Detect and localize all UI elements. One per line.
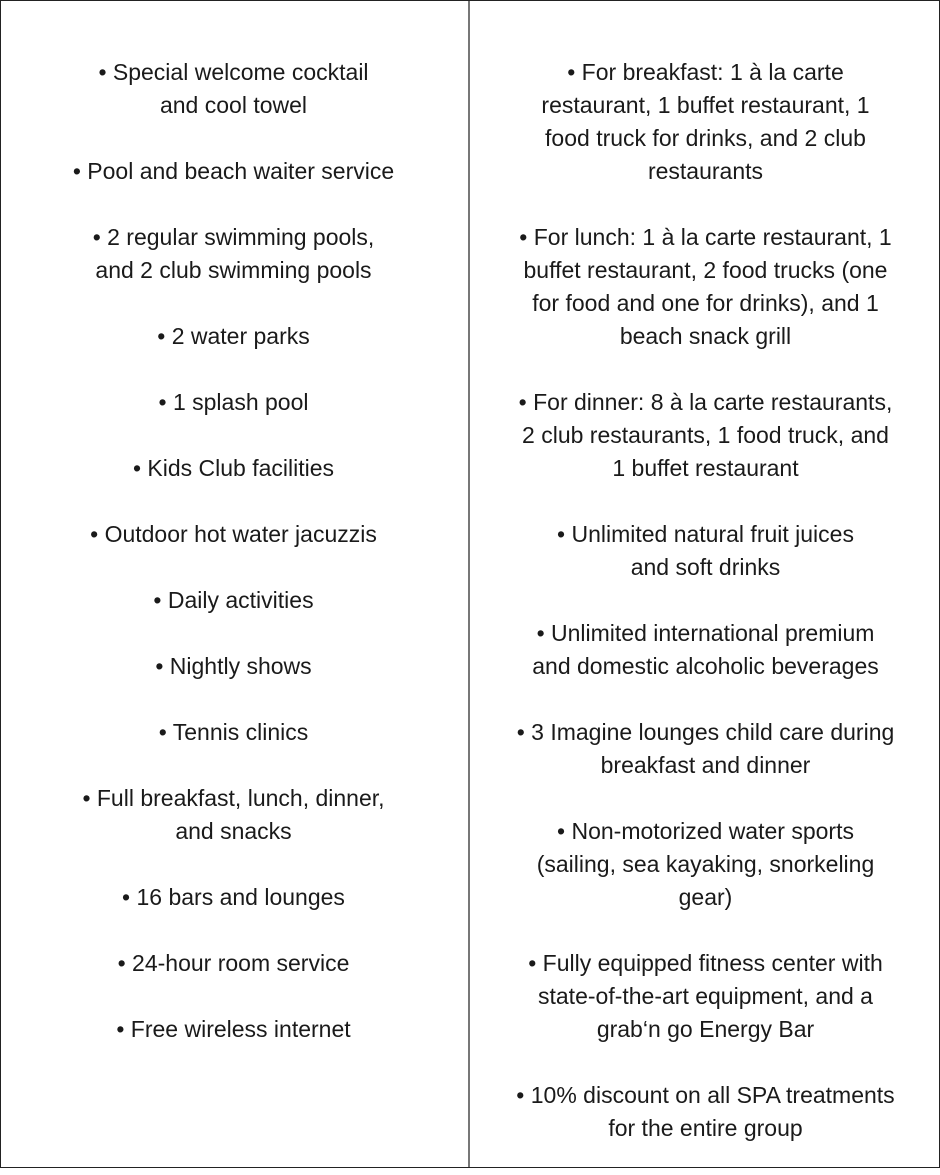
amenity-item <box>476 815 935 914</box>
amenity-line: • 2 regular swimming pools, <box>92 224 375 250</box>
amenity-line: and cool towel <box>159 92 308 118</box>
amenity-line: 1 buffet restaurant <box>612 455 799 481</box>
amenity-item <box>1 221 466 287</box>
amenity-line: • Kids Club facilities <box>132 455 335 481</box>
amenity-line: and soft drinks <box>630 554 781 580</box>
amenity-line: • For dinner: 8 à la carte restaurants, <box>518 389 893 415</box>
amenity-line: • 16 bars and lounges <box>122 884 345 910</box>
amenity-item <box>1 716 466 749</box>
amenity-line: • Full breakfast, lunch, dinner, <box>82 785 385 811</box>
amenity-line: • For breakfast: 1 à la carte <box>567 59 844 85</box>
left-amenities-column <box>1 1 470 1167</box>
amenity-item <box>1 881 466 914</box>
amenity-line: • Unlimited international premium <box>536 620 875 646</box>
amenity-item <box>1 386 466 419</box>
amenity-line: grab‘n go Energy Bar <box>596 1016 815 1042</box>
amenity-line: for the entire group <box>608 1115 803 1141</box>
amenity-item <box>1 782 466 848</box>
amenity-item <box>476 56 935 188</box>
amenity-line: beach snack grill <box>619 323 792 349</box>
amenity-item <box>1 518 466 551</box>
amenity-item <box>476 221 935 353</box>
amenity-item <box>476 1079 935 1145</box>
amenity-line: • 10% discount on all SPA treatments <box>516 1082 895 1108</box>
amenity-item <box>1 452 466 485</box>
amenity-line: gear) <box>678 884 733 910</box>
amenity-line: and 2 club swimming pools <box>95 257 372 283</box>
amenity-line: • Unlimited natural fruit juices <box>557 521 854 547</box>
amenity-line: • Special welcome cocktail <box>98 59 369 85</box>
amenity-line: breakfast and dinner <box>600 752 811 778</box>
amenity-line: and snacks <box>175 818 292 844</box>
amenity-item <box>1 650 466 683</box>
amenity-item <box>1 584 466 617</box>
amenity-line: • Fully equipped fitness center with <box>528 950 883 976</box>
amenity-item <box>1 56 466 122</box>
amenity-line: • Non-motorized water sports <box>557 818 854 844</box>
amenity-line: • For lunch: 1 à la carte restaurant, 1 <box>519 224 892 250</box>
amenity-item <box>1 947 466 980</box>
amenity-item <box>476 386 935 485</box>
amenity-line: • 2 water parks <box>157 323 310 349</box>
amenity-line: 2 club restaurants, 1 food truck, and <box>522 422 889 448</box>
amenity-item <box>1 320 466 353</box>
amenity-line: (sailing, sea kayaking, snorkeling <box>536 851 875 877</box>
amenity-line: • Pool and beach waiter service <box>72 158 395 184</box>
right-amenities-column <box>470 1 939 1167</box>
amenity-line: state-of-the-art equipment, and a <box>538 983 873 1009</box>
amenity-line: • Outdoor hot water jacuzzis <box>90 521 377 547</box>
amenity-line: • 3 Imagine lounges child care during <box>516 719 895 745</box>
amenity-line: • 24-hour room service <box>117 950 350 976</box>
amenity-item <box>1 155 466 188</box>
amenity-line: • Tennis clinics <box>158 719 309 745</box>
amenity-item <box>476 617 935 683</box>
amenity-line: • Daily activities <box>153 587 314 613</box>
amenity-line: • 1 splash pool <box>158 389 309 415</box>
amenity-line: • Free wireless internet <box>116 1016 351 1042</box>
amenity-item <box>1 1013 466 1046</box>
amenity-line: restaurants <box>647 158 764 184</box>
amenity-line: • Nightly shows <box>155 653 312 679</box>
amenity-item <box>476 947 935 1046</box>
amenity-line: and domestic alcoholic beverages <box>532 653 879 679</box>
amenity-line: food truck for drinks, and 2 club <box>545 125 866 151</box>
amenity-line: buffet restaurant, 2 food trucks (one <box>523 257 888 283</box>
amenity-line: restaurant, 1 buffet restaurant, 1 <box>541 92 870 118</box>
amenity-line: for food and one for drinks), and 1 <box>532 290 879 316</box>
amenity-item <box>476 716 935 782</box>
amenity-item <box>476 518 935 584</box>
